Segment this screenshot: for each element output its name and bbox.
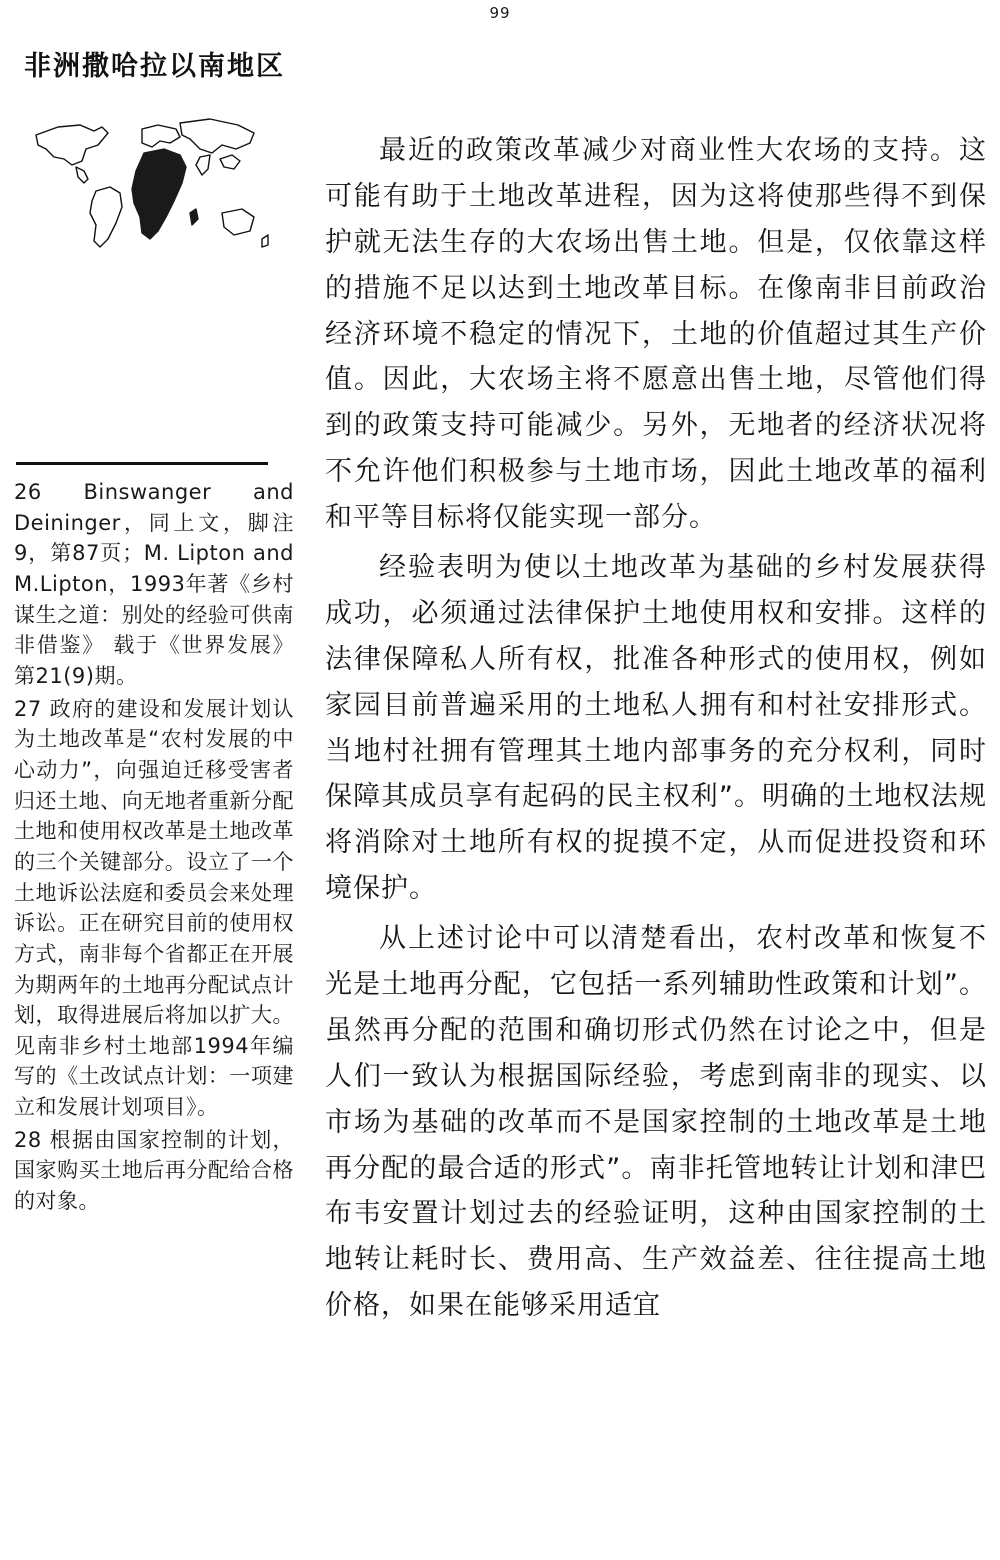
page-number: 99 <box>489 4 511 22</box>
footnote-26: 26 Binswanger and Deininger，同上文，脚注9，第87页；M. Lipton and M.Lipton，1993年著《乡村谋生之道：别处的经验可供南非借鉴》 载于《世界发展》第21(9)期。 <box>14 480 294 688</box>
body-paragraph-1: 最近的政策改革减少对商业性大农场的支持。这可能有助于土地改革进程，因为这将使那些得不到保护就无法生存的大农场出售土地。但是，仅依靠这样的措施不足以达到土地改革目标。在像南非目前政治经济环境不稳定的情况下，土地的价值超过其生产价值。因此，大农场主将不愿意出售土地，尽管他们得到的政策支持可能减少。另外，无地者的经济状况将不允许他们积极参与土地市场，因此土地改革的福利和平等目标将仅能实现一部分。 <box>325 135 987 534</box>
body-column <box>325 128 987 1333</box>
footnote-27: 27 政府的建设和发展计划认为土地改革是“农村发展的中心动力”，向强迫迁移受害者归还土地、向无地者重新分配土地和使用权改革是土地改革的三个关键部分。设立了一个土地诉讼法庭和委员会来处理诉讼。正在研究目前的使用权方式，南非每个省都正在开展为期两年的土地再分配试点计划，取得进展后将加以扩大。见南非乡村土地部1994年编写的《土改试点计划：一项建立和发展计划项目》。 <box>14 696 294 1120</box>
footnote-28: 28 根据由国家控制的计划，国家购买土地后再分配给合格的对象。 <box>14 1127 294 1214</box>
page-title: 非洲撒哈拉以南地区 <box>24 51 285 82</box>
world-map-icon <box>24 105 274 265</box>
footnotes-column <box>14 462 294 1219</box>
body-paragraph-2: 经验表明为使以土地改革为基础的乡村发展获得成功，必须通过法律保护土地使用权和安排。这样的法律保障私人所有权，批准各种形式的使用权，例如家园目前普遍采用的土地私人拥有和村社安排形式。当地村社拥有管理其土地内部事务的充分权利，同时保障其成员享有起码的民主权利”。明确的土地权法规将消除对土地所有权的捉摸不定，从而促进投资和环境保护。 <box>325 552 987 905</box>
body-paragraph-3: 从上述讨论中可以清楚看出，农村改革和恢复不光是土地再分配，它包括一系列辅助性政策和计划”。虽然再分配的范围和确切形式仍然在讨论之中，但是人们一致认为根据国际经验，考虑到南非的现实、以市场为基础的改革而不是国家控制的土地改革是土地再分配的最合适的形式”。南非托管地转让计划和津巴布韦安置计划过去的经验证明，这种由国家控制的土地转让耗时长、费用高、生产效益差、往往提高土地价格，如果在能够采用适宜 <box>325 923 987 1322</box>
footnote-divider <box>16 462 268 465</box>
